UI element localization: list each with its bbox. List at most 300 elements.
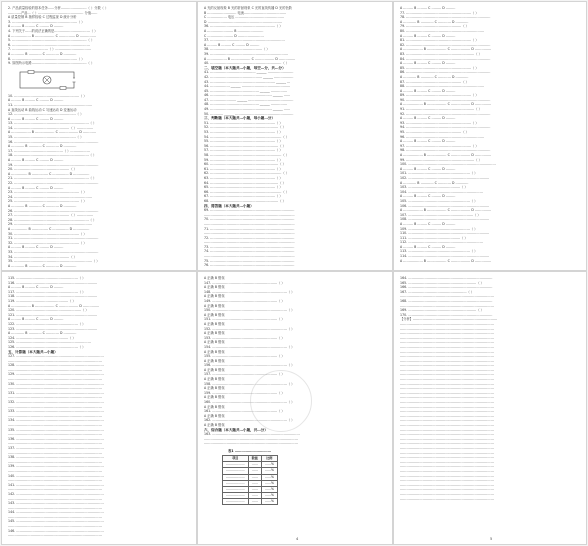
text-line: 145. ……………………………………………………………………… xyxy=(8,519,104,524)
text-line: 9. 如图所示电路……………………………………………（ ） xyxy=(8,61,95,66)
text-line: A ……………… B ……………… C ……………… D …………… xyxy=(204,56,296,61)
page-2 xyxy=(197,1,393,271)
text-line: A ………… B ………… C ………… D ………… xyxy=(8,331,77,336)
text-line: …………………………………………………………………………… xyxy=(8,524,102,529)
text-line: A ……… B ……… C ……… D ……… xyxy=(204,42,260,47)
text-line: 53. ……………………………………………………（ ） xyxy=(204,130,283,135)
text-line: 33. …………………………………………………………………… xyxy=(8,249,99,254)
text-line: 50. ………… ______ ……………………………………………… xyxy=(204,111,294,116)
text-line: A ……………… B ……………… C ……………… D …………… xyxy=(400,102,492,107)
text-line: 27. ……………………………………………（ ）…………… xyxy=(8,213,94,218)
text-line: 34. ……………………………………………（ ） xyxy=(8,254,77,259)
text-line: 86. …………………………………………………………………… xyxy=(400,70,491,75)
text-line: A 正确 B 错误 xyxy=(204,367,225,372)
page-number: 5 xyxy=(490,537,493,541)
text-line: 五、计算题（本大题共…小题） xyxy=(8,349,58,354)
page-1 xyxy=(1,1,197,271)
text-line: A ……… B ……… C ……… D ……… xyxy=(8,116,64,121)
text-line: 79. ……………………………………………（ ） xyxy=(400,24,469,29)
text-line: A ……………… B ……………… C ……………… D …………… xyxy=(400,208,492,213)
text-line: 13. ……………………………………………………………（ ） xyxy=(8,121,97,126)
text-line: 56. ………………………………………………………（ ） xyxy=(204,143,286,148)
table-cell: …… xyxy=(248,462,261,468)
text-line: …………………………………………………………………………… xyxy=(400,404,494,409)
text-line: A ……… B ……… C ……… D ……… xyxy=(400,166,456,171)
text-line: …………………………………………………………………………… xyxy=(8,423,102,427)
text-line: A 正确 B 错误 xyxy=(204,331,225,336)
text-line: …………………………………………………………………………… xyxy=(8,377,102,382)
text-line: …………………………………………………………………………… xyxy=(400,450,494,455)
page-3-lines xyxy=(400,6,580,263)
text-line: …………………………………………………………………………… xyxy=(400,473,494,478)
text-line: 139. ……………………………………………………………………… xyxy=(8,464,104,469)
text-line: 2. 产品质量检验的基本任务……分析……………………（ ）分数（ ） xyxy=(8,6,109,10)
text-line: 148. ……………………………………………………………（ ） xyxy=(204,289,295,294)
text-line: A ……… B ……… C ……… D ……… xyxy=(8,24,64,29)
text-line: 96. ……………………………………………………………… xyxy=(400,134,484,139)
text-line: A ……… B ……… C ……… D ……… xyxy=(400,116,456,121)
text-line: 64. ………………………………………………………（ ） xyxy=(204,180,286,185)
text-line: …………………………………………………………………………… xyxy=(400,326,494,331)
text-line: A 正确 B 错误 xyxy=(204,276,225,280)
text-line: 162. ……………………………………………………………（ ） xyxy=(204,418,295,423)
text-line: …………………………………………………………………………… xyxy=(8,468,102,473)
table-cell: ……% xyxy=(261,480,277,486)
text-line: …………………………………………………………………………… xyxy=(400,349,494,354)
table-cell: …… xyxy=(248,480,261,486)
text-line: 38. …………………………………………（ ） xyxy=(204,47,270,52)
page-6-lines xyxy=(400,276,580,501)
text-line: 107. ……………………………………………………（ ） xyxy=(400,212,481,217)
page-6 xyxy=(393,271,587,545)
text-line: 51. ……………………………………………………（ ） xyxy=(204,120,283,125)
table-cell: …… xyxy=(248,499,261,505)
text-line: 135. ……………………………………………………………………… xyxy=(8,427,104,432)
text-line: A ………… B ………… C ………… D ………… xyxy=(8,51,77,56)
table-body xyxy=(223,462,278,505)
text-line: A ……… B ……… C ……… D ……… xyxy=(8,285,64,290)
text-line: D …………………………………………………………… xyxy=(204,19,283,24)
text-line: 166. …………………………………………………………………… xyxy=(400,285,493,290)
text-line: A ………… B ………… C ………… D ………… xyxy=(8,203,77,208)
text-line: 95. ……………………………………………（ ） xyxy=(400,130,469,135)
text-line: 113. …………………………………………………（ ） xyxy=(400,249,478,254)
text-line: 10. ……………………………………………………（ ） xyxy=(8,93,87,98)
table-cell: …… xyxy=(248,493,261,499)
text-line: A ……… B ……… C ……… D ……… xyxy=(400,221,456,226)
text-line: 14. ……………………………………………（ ）…………… xyxy=(8,125,94,130)
text-line: 157. ……………………………………………………（ ） xyxy=(204,372,285,377)
text-line: …………………………………………………………………………… xyxy=(8,514,102,519)
text-line: 169. ………………………………………………………（ ） xyxy=(400,308,484,313)
table-cell: ……% xyxy=(261,468,277,474)
text-line: 85. ……………………………………………………（ ） xyxy=(400,65,479,70)
text-line: 69. …………………………………………………………………… xyxy=(204,208,295,213)
text-line: 26. …………………………………………………………………… xyxy=(8,208,99,213)
text-line: 155. ……………………………………………………（ ） xyxy=(204,354,285,359)
text-line: C …………………… D …………………… xyxy=(204,33,264,38)
text-line: …………………………………………………………………………… xyxy=(400,478,494,483)
text-line: A 正确 B 错误 xyxy=(204,285,225,290)
text-line: 四、简答题（本大题共…小题） xyxy=(204,203,254,208)
text-line: 89. ……………………………………………………（ ） xyxy=(400,93,479,98)
table-header-cell: 项目 xyxy=(223,455,249,461)
text-line: 163. ……………………………………………………………………… xyxy=(204,432,300,437)
text-line: 167. ………………………………………………（ ） xyxy=(400,289,475,294)
text-line: 118. ………………………………………………………………… xyxy=(8,294,98,299)
text-line: A ……… B ……… C ……… D ……… xyxy=(400,194,456,199)
text-line: 六、综合题（本大题共…小题，共…分） xyxy=(204,427,268,432)
text-line: …………………………………………………………………………… xyxy=(400,455,494,460)
text-line: 170. …………………………………………………………………… xyxy=(400,312,493,317)
text-line: 110. ………………………………………………………………… xyxy=(400,231,490,236)
text-line: 74. …………………………………………………………………… xyxy=(204,249,295,254)
text-line: 144. ……………………………………………………………………… xyxy=(8,510,104,515)
text-line: B ……………………… 电流………………………………… xyxy=(204,10,287,15)
text-line: …………………………………………………………………………… xyxy=(400,445,494,450)
text-line: 62. …………………………………………………………（ ） xyxy=(204,171,290,176)
text-line: A …………… B …………… C …………… D …………… xyxy=(8,226,90,231)
text-line: 142. ……………………………………………………………………… xyxy=(8,491,104,496)
page-2-lines xyxy=(204,6,386,268)
text-line: …………………………………………………………………………… xyxy=(400,491,494,496)
text-line: A ……… B ……… C ……… D ……… xyxy=(8,185,64,190)
text-line: A 质量控制 B 抽样检验 C 过程监视 D 统计分析 xyxy=(8,15,77,20)
text-line: A ………… B ………… C ………… D ………… xyxy=(400,74,469,79)
text-line: …………………………………………………………………………… xyxy=(8,533,102,538)
text-line: 76. …………………………………………………………………… xyxy=(204,263,295,268)
text-line: 87. ……………………………………………（ ） xyxy=(400,79,469,84)
page-1-lines-top xyxy=(8,6,190,66)
text-line: 134. ……………………………………………………………………… xyxy=(8,418,104,423)
text-line: 35. ………………………………………………………………（ ） xyxy=(8,259,100,264)
text-line: 11. ……………………………………………………………… xyxy=(8,102,92,107)
text-line: 70. …………………………………………………………………… xyxy=(204,217,295,222)
text-line: …………………………………………………………………………… xyxy=(400,358,494,363)
text-line: 106. ………………………………………………………………… xyxy=(400,203,490,208)
text-line: 160. ……………………………………………………………（ ） xyxy=(204,400,295,405)
text-line: A ……………… B ……………… C ……………… D …………… xyxy=(400,47,492,52)
text-line: 36. ……………………………………………………（ ） xyxy=(204,24,283,29)
text-line: 65. ……………………………………………………（ ） xyxy=(204,185,283,190)
text-line: …………………………………………………………………………… xyxy=(400,487,494,492)
text-line: 46. ………………………………………………… ______ …… xyxy=(204,93,291,98)
text-line: …………………………………………………………………………… xyxy=(204,441,298,446)
text-line: 93. ……………………………………………………（ ） xyxy=(400,120,479,125)
text-line: 115. …………………………………………………（ ） xyxy=(8,276,86,280)
text-line: A ……… B ……… C ……… D ……… xyxy=(400,6,456,10)
text-line: …………………………………………………………………………… xyxy=(400,363,494,368)
text-line: 20. ……………………………………………（ ） xyxy=(8,167,77,172)
text-line: A ……… B ……… C ……… D ……… xyxy=(8,98,64,103)
text-line: 127. ……………………………………………………………………… xyxy=(8,354,104,359)
text-line: …………………………………………………………………………… xyxy=(400,377,494,382)
text-line: 149. ……………………………………………………（ ） xyxy=(204,298,285,303)
text-line: 71. …………………………………………………………………… xyxy=(204,226,295,231)
text-line: …………………………………………………………………………… xyxy=(8,367,102,372)
text-line: 31. …………………………………………………………………… xyxy=(8,236,99,241)
text-line: 154. ……………………………………………………………（ ） xyxy=(204,344,295,349)
text-line: 150. ……………………………………………………………（ ） xyxy=(204,308,295,313)
text-line: 16. …………………………………………………………………… xyxy=(8,139,99,144)
text-line: A ………… B ………… C ………… D ………… xyxy=(8,144,77,149)
text-line: …………………………………………………………………………… xyxy=(8,432,102,437)
text-line: 143. ……………………………………………………………………… xyxy=(8,501,104,506)
text-line: 83. ………………………………………………………（ ） xyxy=(400,51,482,56)
text-line: 78. …………………………………………………………………… xyxy=(400,15,491,20)
text-line: A 正确 B 错误 xyxy=(204,358,225,363)
text-line: …………………………………………………………………………… xyxy=(204,436,298,441)
text-line: A 正确 B 错误 xyxy=(204,377,225,382)
text-line: 30. ……………………………………………………（ ） xyxy=(8,231,87,236)
text-line: 67. ……………………………………………………（ ） xyxy=(204,194,283,199)
text-line: A 光的反射现象 B 光的折射现象 C 光的直线传播 D 光的色散 xyxy=(204,6,292,10)
text-line: …………………………………………………………………………… xyxy=(400,459,494,464)
text-line: …………………………………………………………………………… xyxy=(400,496,494,501)
text-line: …………………………………………………………………………… xyxy=(400,482,494,487)
text-line: 29. ……………………………………………………………… xyxy=(8,222,92,227)
text-line: 136. ……………………………………………………………………… xyxy=(8,436,104,441)
text-line: 4. 下列关于……的说法正确的是……………………………（ ） xyxy=(8,28,98,33)
text-line: 3. ……………………………………………………（ ） xyxy=(8,19,85,24)
text-line: …………………………………………………………………………… xyxy=(8,386,102,391)
text-line: 97. ……………………………………………………（ ） xyxy=(400,143,479,148)
text-line: …………………………………………………………………………… xyxy=(400,400,494,405)
text-line: 40. …………………………………………………………（ ） xyxy=(204,61,290,66)
text-line: 125. …………………………………………………………… xyxy=(8,340,91,345)
text-line: A ………… B ………… C ………… D ………… xyxy=(400,180,469,185)
text-line: 52. ………………………………………………………（ ） xyxy=(204,125,286,130)
table-cell: ……% xyxy=(261,499,277,505)
text-line: 152. ……………………………………………………………（ ） xyxy=(204,326,295,331)
text-line: 80. ……………………………………………………………… xyxy=(400,28,484,33)
text-line: 158. ……………………………………………………………（ ） xyxy=(204,381,295,386)
text-line: 43. …………………………………………………… ______ … xyxy=(204,79,291,84)
text-line: A ……………… B ……………… C ……………… D ………… xyxy=(8,130,96,135)
text-line: 19. …………………………………………………………………… xyxy=(8,162,99,167)
data-table xyxy=(222,455,278,506)
text-line: A 正确 B 错误 xyxy=(204,312,225,317)
text-line: A ……………… B ……………… C ……………… D …………… xyxy=(8,303,100,308)
text-line: 92. …………………………………………………………………… xyxy=(400,111,491,116)
text-line: 120. ……………………………………………………（ ） xyxy=(8,308,89,313)
text-line: 124. …………………………………………（ ） xyxy=(8,335,76,340)
text-line: 77. ……………………………………………………（ ） xyxy=(400,10,479,15)
text-line: C ……………… 电压 ……………………………………… xyxy=(204,15,284,20)
text-line: 【分析】…………………………………………………………………… xyxy=(400,317,498,322)
table-row xyxy=(223,499,278,505)
text-line: A ……… B ……… C ……… D ……… xyxy=(400,244,456,249)
text-line: 168. …………………………………………………………………… xyxy=(400,298,493,303)
text-line: 45. ……………………………………… ______ …………… xyxy=(204,88,288,93)
text-line: …………………………………………………………………………… xyxy=(400,390,494,395)
text-line: 73. …………………………………………………………………… xyxy=(204,244,295,249)
text-line: …………………………………………………………………………… xyxy=(8,505,102,510)
text-line: A 正确 B 错误 xyxy=(204,340,225,345)
text-line: A 正确 B 错误 xyxy=(204,395,225,400)
page-4-lines xyxy=(8,276,190,538)
text-line: 94. …………………………………………………………………… xyxy=(400,125,491,130)
text-line: …………………………………………………………………………… xyxy=(400,432,494,437)
text-line: 156. ……………………………………………………………（ ） xyxy=(204,363,295,368)
text-line: …………………………………………………………………………… xyxy=(8,459,102,464)
text-line: A ……… B ……… C ……… D ……… xyxy=(8,317,64,322)
text-line: 22. …………………………………………………………………… xyxy=(8,181,99,185)
text-line: …………………………………………………………………………… xyxy=(400,381,494,386)
text-line: ………………………………………………………………………… xyxy=(204,240,295,245)
text-line: 164. …………………………………………………………………… xyxy=(400,276,493,280)
text-line: …………………………………………………………………………… xyxy=(400,413,494,418)
text-line: 114. ………………………………………………………………… xyxy=(400,254,490,259)
table-cell: ……………… xyxy=(223,468,249,474)
text-line: 44. ……………… ______ ……………………………………… xyxy=(204,84,291,89)
text-line: 17. ………………………………………（ ）……………… xyxy=(8,148,90,153)
text-line: ………………………………………………………………………… xyxy=(204,212,295,217)
page-1-lines-bottom xyxy=(8,94,190,269)
text-line: 28. ……………………………………………………………（ ） xyxy=(8,217,97,222)
text-line: A ……… B ……… C ……… D ……… xyxy=(8,245,64,250)
text-line: ………………………………………………………………………… xyxy=(204,231,295,236)
table-cell: ……% xyxy=(261,474,277,480)
text-line: 147. ……………………………………………………（ ） xyxy=(204,280,285,285)
text-line: 32. ……………………………………………………（ ） xyxy=(8,240,87,245)
table-cell: ……………… xyxy=(223,480,249,486)
text-line: 159. ……………………………………………………（ ） xyxy=(204,390,285,395)
text-line: 102. ………………………………………………………………… xyxy=(400,175,490,180)
text-line: 18. ……………………………………………………………（ ） xyxy=(8,153,97,158)
text-line: A 正确 B 错误 xyxy=(204,404,225,409)
text-line: 23. ……………………………………………………（ ） xyxy=(8,190,87,195)
table-header-cell: 数值 xyxy=(248,455,261,461)
table-cell: ……% xyxy=(261,493,277,499)
text-line: 68. ………………………………………………………（ ） xyxy=(204,198,286,203)
page-3 xyxy=(393,1,587,271)
text-line: …………………………………………………………………………… xyxy=(8,441,102,446)
text-line: 49. ………………………………………………… ______ …… xyxy=(204,107,291,112)
table-cell: …… xyxy=(248,468,261,474)
text-line: 57. ……………………………………………………（ ） xyxy=(204,148,283,153)
text-line: 75. …………………………………………………………………… xyxy=(204,258,295,263)
text-line: 58. …………………………………………………………（ ） xyxy=(204,153,290,157)
text-line: 105. …………………………………………………（ ） xyxy=(400,198,478,203)
text-line: 37. …………………………………………………………… xyxy=(204,38,285,43)
text-line: …………………………………………………………………………… xyxy=(400,340,494,345)
text-line: …………………………………………………………………………… xyxy=(400,409,494,414)
text-line: 131. ……………………………………………………………………… xyxy=(8,390,104,395)
text-line: 61. ……………………………………………………（ ） xyxy=(204,166,283,171)
text-line: 103. …………………………………………（ ） xyxy=(400,185,468,190)
text-line: 161. ……………………………………………………（ ） xyxy=(204,409,285,414)
text-line: A ……… B ……… C ……… D ……… xyxy=(400,88,456,93)
text-line: …………………………………………………………………………… xyxy=(400,436,494,441)
text-line: …………………………………………………………………………… xyxy=(400,303,494,308)
table-cell: ……………… xyxy=(223,486,249,492)
text-line: 100. ……………………………………………………………………… xyxy=(400,162,496,167)
text-line: 146. ……………………………………………………………………… xyxy=(8,528,104,533)
text-line: 151. ……………………………………………………（ ） xyxy=(204,317,285,322)
text-line: 81. ……………………………………………………（ ） xyxy=(400,38,479,43)
text-line: …………………………………………………………………………… xyxy=(8,413,102,418)
table-cell: ……………… xyxy=(223,493,249,499)
text-line: 116. ………………………………………………………………… xyxy=(8,280,98,285)
text-line: 12. …………………………………………………（ ） xyxy=(8,112,84,117)
text-line: 90. …………………………………………………………………… xyxy=(400,97,491,102)
text-line: 99. ………………………………………………………（ ） xyxy=(400,157,482,162)
text-line: 59. ……………………………………………………（ ） xyxy=(204,157,283,162)
page-4 xyxy=(1,271,197,545)
table-cell: ……………… xyxy=(223,462,249,468)
text-line: …………………………………………………………………………… xyxy=(8,404,102,409)
text-line: 47. …………………… ______ …………………………………… xyxy=(204,97,294,102)
text-line: 91. ………………………………………………………（ ） xyxy=(400,107,482,112)
text-line: A 正确 B 错误 xyxy=(204,321,225,326)
text-line: …………………………………………………………………………… xyxy=(8,487,102,492)
text-line: 141. ……………………………………………………………………… xyxy=(8,482,104,487)
table-cell: ……………… xyxy=(223,499,249,505)
text-line: 129. ……………………………………………………………………… xyxy=(8,372,104,377)
text-line: A 正确 B 错误 xyxy=(204,386,225,391)
table-cell: …… xyxy=(248,486,261,492)
text-line: 165. ………………………………………………………（ ） xyxy=(400,280,484,285)
text-line: 54. …………………………………………………………（ ） xyxy=(204,134,290,139)
watermark-seal xyxy=(250,370,312,432)
text-line: 63. ……………………………………………………（ ） xyxy=(204,175,283,180)
text-line: 21. ……………………………………………………………（ ） xyxy=(8,176,97,181)
text-line: …………………………………………………………………………… xyxy=(400,321,494,326)
text-line: A …………………… B …………………… xyxy=(204,28,264,33)
text-line: 三、判断题（本大题共…小题，每小题…分） xyxy=(204,116,275,121)
text-line: 153. ……………………………………………………（ ） xyxy=(204,335,285,340)
text-line: 60. ………………………………………………………（ ） xyxy=(204,162,286,167)
text-line: …………………………………………………………………………… xyxy=(8,395,102,400)
text-line: 88. ……………………………………………………………… xyxy=(400,84,484,89)
text-line: A ……… B ……… C ……… D ……… xyxy=(400,33,456,38)
table-header-cell: 比例 xyxy=(261,455,277,461)
text-line: A ………… B ………… C ………… D ………… xyxy=(8,263,77,268)
text-line: 111. …………………………………………（ ） xyxy=(400,235,468,240)
text-line: 119. …………………………………………（ ） xyxy=(8,298,76,303)
text-line: 二、填空题（本大题共…小题，每空…分，共…分） xyxy=(204,65,286,70)
circuit-diagram xyxy=(14,68,84,92)
text-line: 138. ……………………………………………………………………… xyxy=(8,455,104,460)
text-line: 48. ……………………………………… ______ …………… xyxy=(204,102,288,107)
text-line: 66. …………………………………………………………（ ） xyxy=(204,189,290,194)
text-line: A 正确 B 错误 xyxy=(204,349,225,354)
text-line: A 正确 B 错误 xyxy=(204,413,225,418)
text-line: …………………………………………………………………………… xyxy=(8,450,102,455)
text-line: 84. …………………………………………………………………… xyxy=(400,56,491,61)
text-line: …………………………………………………………………………… xyxy=(400,331,494,336)
text-line: …………………………………………………………………………… xyxy=(400,395,494,400)
text-line: A ……… B ……… C ……… D ……… xyxy=(400,139,456,144)
table-caption: 表1 …………………………… xyxy=(228,448,272,453)
text-line: 121. ………………………………………………………………… xyxy=(8,312,98,317)
text-line: A ……………… B ……………… C ……………… D …………… xyxy=(400,153,492,157)
text-line: 98. …………………………………………………………………… xyxy=(400,148,491,153)
text-line: 132. ……………………………………………………………………… xyxy=(8,400,104,405)
text-line: 25. ……………………………………………………（ ） xyxy=(8,199,87,204)
text-line: 15. …………………………………………………（ ） xyxy=(8,135,84,140)
page-number: 4 xyxy=(296,537,299,541)
text-line: A ……… B ……… C ……… D ……… xyxy=(8,158,64,163)
text-line: 41. …………………………………… ______ …………………… xyxy=(204,70,294,75)
table-cell: ……………… xyxy=(223,474,249,480)
text-line: …………………………………………………………………………… xyxy=(400,418,494,423)
text-line: 130. ……………………………………………………………………… xyxy=(8,381,104,386)
text-line: A ……… B ……… C ……… D ……… xyxy=(400,61,456,66)
text-line: 109. …………………………………………………（ ） xyxy=(400,226,478,231)
text-line: …………………………………………………………………………… xyxy=(400,335,494,340)
